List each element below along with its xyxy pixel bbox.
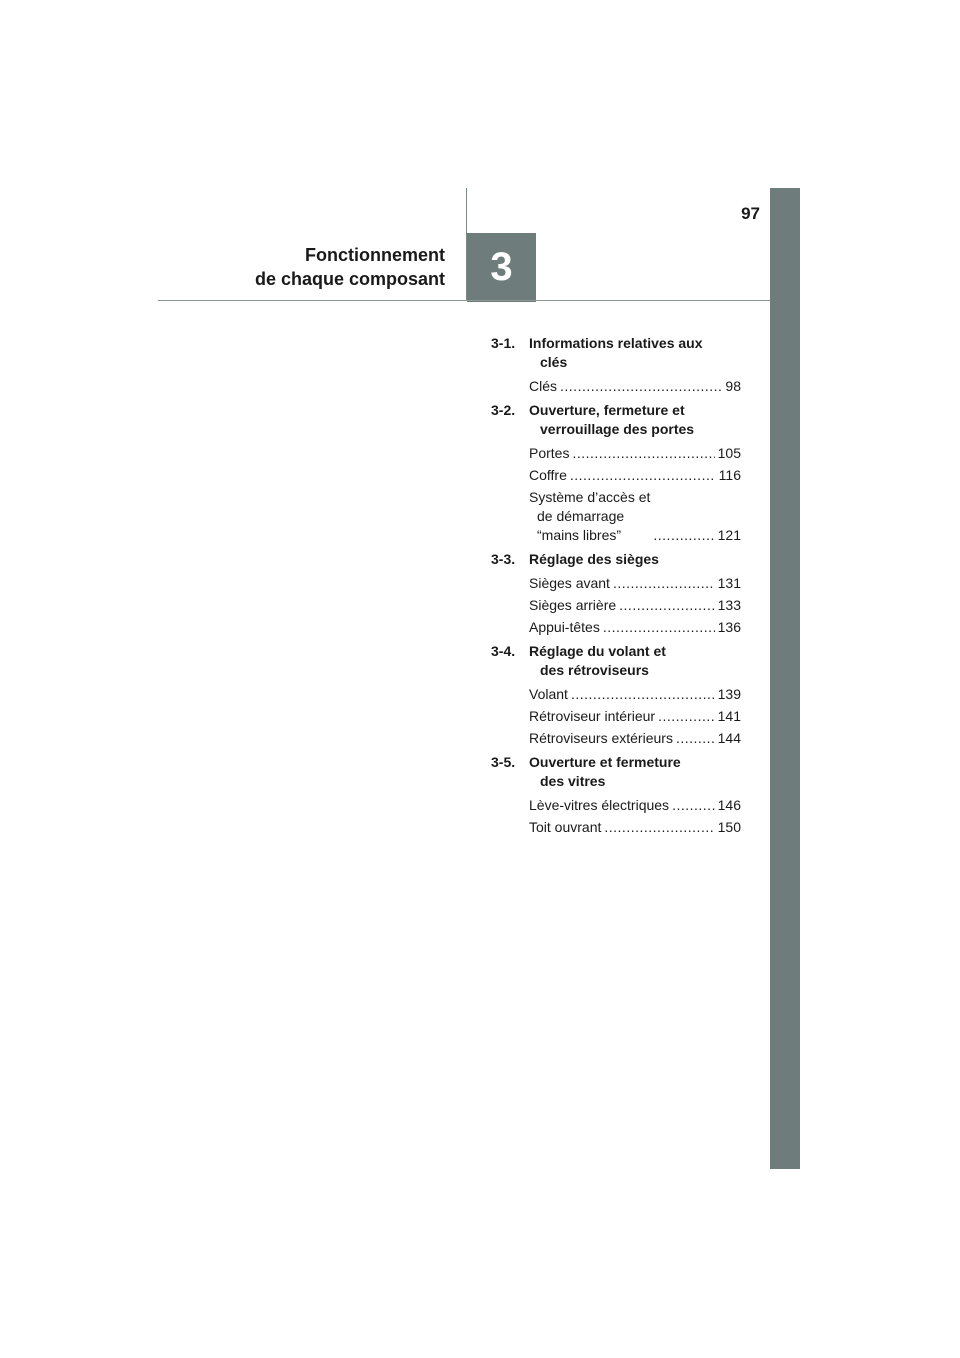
toc-entry[interactable] bbox=[529, 488, 741, 545]
chapter-number-box bbox=[467, 233, 536, 302]
toc-entry-label-line: Sièges avant bbox=[529, 575, 610, 591]
toc-entry-page: 144 bbox=[717, 730, 741, 746]
toc-entry-label bbox=[529, 618, 600, 637]
toc-entry-label bbox=[529, 729, 673, 748]
dot-leader bbox=[572, 444, 714, 463]
dot-leader bbox=[560, 377, 722, 396]
toc-entry-label bbox=[529, 444, 569, 463]
toc-section-number: 3-1. bbox=[491, 335, 516, 351]
toc-entry-label bbox=[529, 707, 655, 726]
toc-section bbox=[491, 401, 741, 545]
toc-entry-label bbox=[529, 685, 568, 704]
dot-leader bbox=[571, 685, 715, 704]
toc-entry-label-line: Appui-têtes bbox=[529, 619, 600, 635]
toc-entry-label-line: Système d’accès et bbox=[529, 489, 651, 505]
toc-entry-page: 141 bbox=[717, 708, 741, 724]
dot-leader bbox=[672, 796, 715, 815]
toc-section-heading[interactable] bbox=[491, 753, 741, 791]
toc-section-number: 3-5. bbox=[491, 754, 516, 770]
toc-section bbox=[491, 550, 741, 637]
toc-entry[interactable] bbox=[529, 707, 741, 726]
toc-section-number: 3-3. bbox=[491, 551, 516, 567]
toc-section-title-line: Informations relatives aux bbox=[529, 335, 703, 351]
dot-leader bbox=[570, 466, 716, 485]
toc-entry-label-line: de démarrage bbox=[537, 508, 625, 524]
toc-entry-label bbox=[529, 796, 669, 815]
toc-entry-label-line: Rétroviseur intérieur bbox=[529, 708, 656, 724]
dot-leader bbox=[603, 618, 715, 637]
toc-section-title bbox=[529, 642, 666, 680]
toc-entry[interactable] bbox=[529, 466, 741, 485]
dot-leader bbox=[619, 596, 714, 615]
toc-entry[interactable] bbox=[529, 377, 741, 396]
toc-section-title bbox=[529, 550, 659, 569]
toc-section-title-line: des rétroviseurs bbox=[540, 662, 649, 678]
toc-section-title-line: Ouverture, fermeture et bbox=[529, 402, 685, 418]
toc-entry-label bbox=[529, 596, 616, 615]
toc-entry-label-line: Clés bbox=[529, 378, 558, 394]
toc-section-heading[interactable] bbox=[491, 550, 741, 569]
chapter-thumb-tab bbox=[770, 188, 800, 1169]
toc-section-heading[interactable] bbox=[491, 401, 741, 439]
toc-section-number: 3-4. bbox=[491, 643, 516, 659]
toc-section-title bbox=[529, 401, 694, 439]
table-of-contents bbox=[491, 334, 741, 842]
toc-entry[interactable] bbox=[529, 818, 741, 837]
toc-entry-page: 131 bbox=[717, 575, 741, 591]
toc-entry-label-line: Volant bbox=[529, 686, 568, 702]
toc-section-heading[interactable] bbox=[491, 642, 741, 680]
chapter-title-line-2: de chaque composant bbox=[254, 269, 445, 289]
header-rule bbox=[158, 300, 770, 301]
toc-entry-label-line: Portes bbox=[529, 445, 570, 461]
chapter-number: 3 bbox=[490, 245, 513, 289]
dot-leader bbox=[676, 729, 715, 748]
toc-section-title-line: verrouillage des portes bbox=[540, 421, 695, 437]
dot-leader bbox=[604, 818, 714, 837]
toc-entry-label-line: Rétroviseurs extérieurs bbox=[529, 730, 673, 746]
toc-entry-label bbox=[529, 574, 610, 593]
toc-entry-page: 150 bbox=[717, 819, 741, 835]
toc-entry-page: 133 bbox=[717, 597, 741, 613]
toc-section bbox=[491, 753, 741, 837]
toc-entry[interactable] bbox=[529, 444, 741, 463]
dot-leader bbox=[613, 574, 715, 593]
toc-entry-page: 121 bbox=[717, 527, 741, 543]
toc-entry[interactable] bbox=[529, 729, 741, 748]
toc-entry[interactable] bbox=[529, 685, 741, 704]
toc-entry-page: 98 bbox=[725, 378, 741, 394]
toc-entry-label-line: Sièges arrière bbox=[529, 597, 617, 613]
toc-entry-page: 116 bbox=[718, 467, 741, 483]
toc-section bbox=[491, 642, 741, 748]
toc-section-title-line: Ouverture et fermeture bbox=[529, 754, 681, 770]
chapter-title-line-1: Fonctionnement bbox=[305, 245, 445, 265]
toc-entry-label-line: Lève-vitres électriques bbox=[529, 797, 670, 813]
toc-entry-page: 105 bbox=[717, 445, 741, 461]
toc-entry[interactable] bbox=[529, 618, 741, 637]
toc-entry-label-line: Toit ouvrant bbox=[529, 819, 602, 835]
toc-section-title-line: Réglage du volant et bbox=[529, 643, 666, 659]
toc-section-heading[interactable] bbox=[491, 334, 741, 372]
chapter-title bbox=[180, 243, 445, 291]
dot-leader bbox=[658, 707, 715, 726]
page-number: 97 bbox=[741, 204, 760, 223]
toc-entry[interactable] bbox=[529, 596, 741, 615]
toc-entry-label-line: Coffre bbox=[529, 467, 567, 483]
toc-entry[interactable] bbox=[529, 574, 741, 593]
toc-section-title-line: Réglage des sièges bbox=[529, 551, 659, 567]
toc-entry-label bbox=[529, 377, 557, 396]
toc-section bbox=[491, 334, 741, 396]
dot-leader bbox=[653, 526, 714, 545]
toc-entry-page: 139 bbox=[717, 686, 741, 702]
toc-entry-label bbox=[529, 488, 650, 545]
toc-entry-label bbox=[529, 466, 567, 485]
toc-entry-page: 136 bbox=[717, 619, 741, 635]
toc-entry-label bbox=[529, 818, 601, 837]
toc-section-title bbox=[529, 753, 681, 791]
toc-section-title-line: clés bbox=[540, 354, 568, 370]
toc-entry-page: 146 bbox=[717, 797, 741, 813]
toc-entry[interactable] bbox=[529, 796, 741, 815]
toc-section-title-line: des vitres bbox=[540, 773, 606, 789]
toc-section-title bbox=[529, 334, 703, 372]
toc-section-number: 3-2. bbox=[491, 402, 516, 418]
toc-entry-label-line: “mains libres” bbox=[537, 527, 622, 543]
